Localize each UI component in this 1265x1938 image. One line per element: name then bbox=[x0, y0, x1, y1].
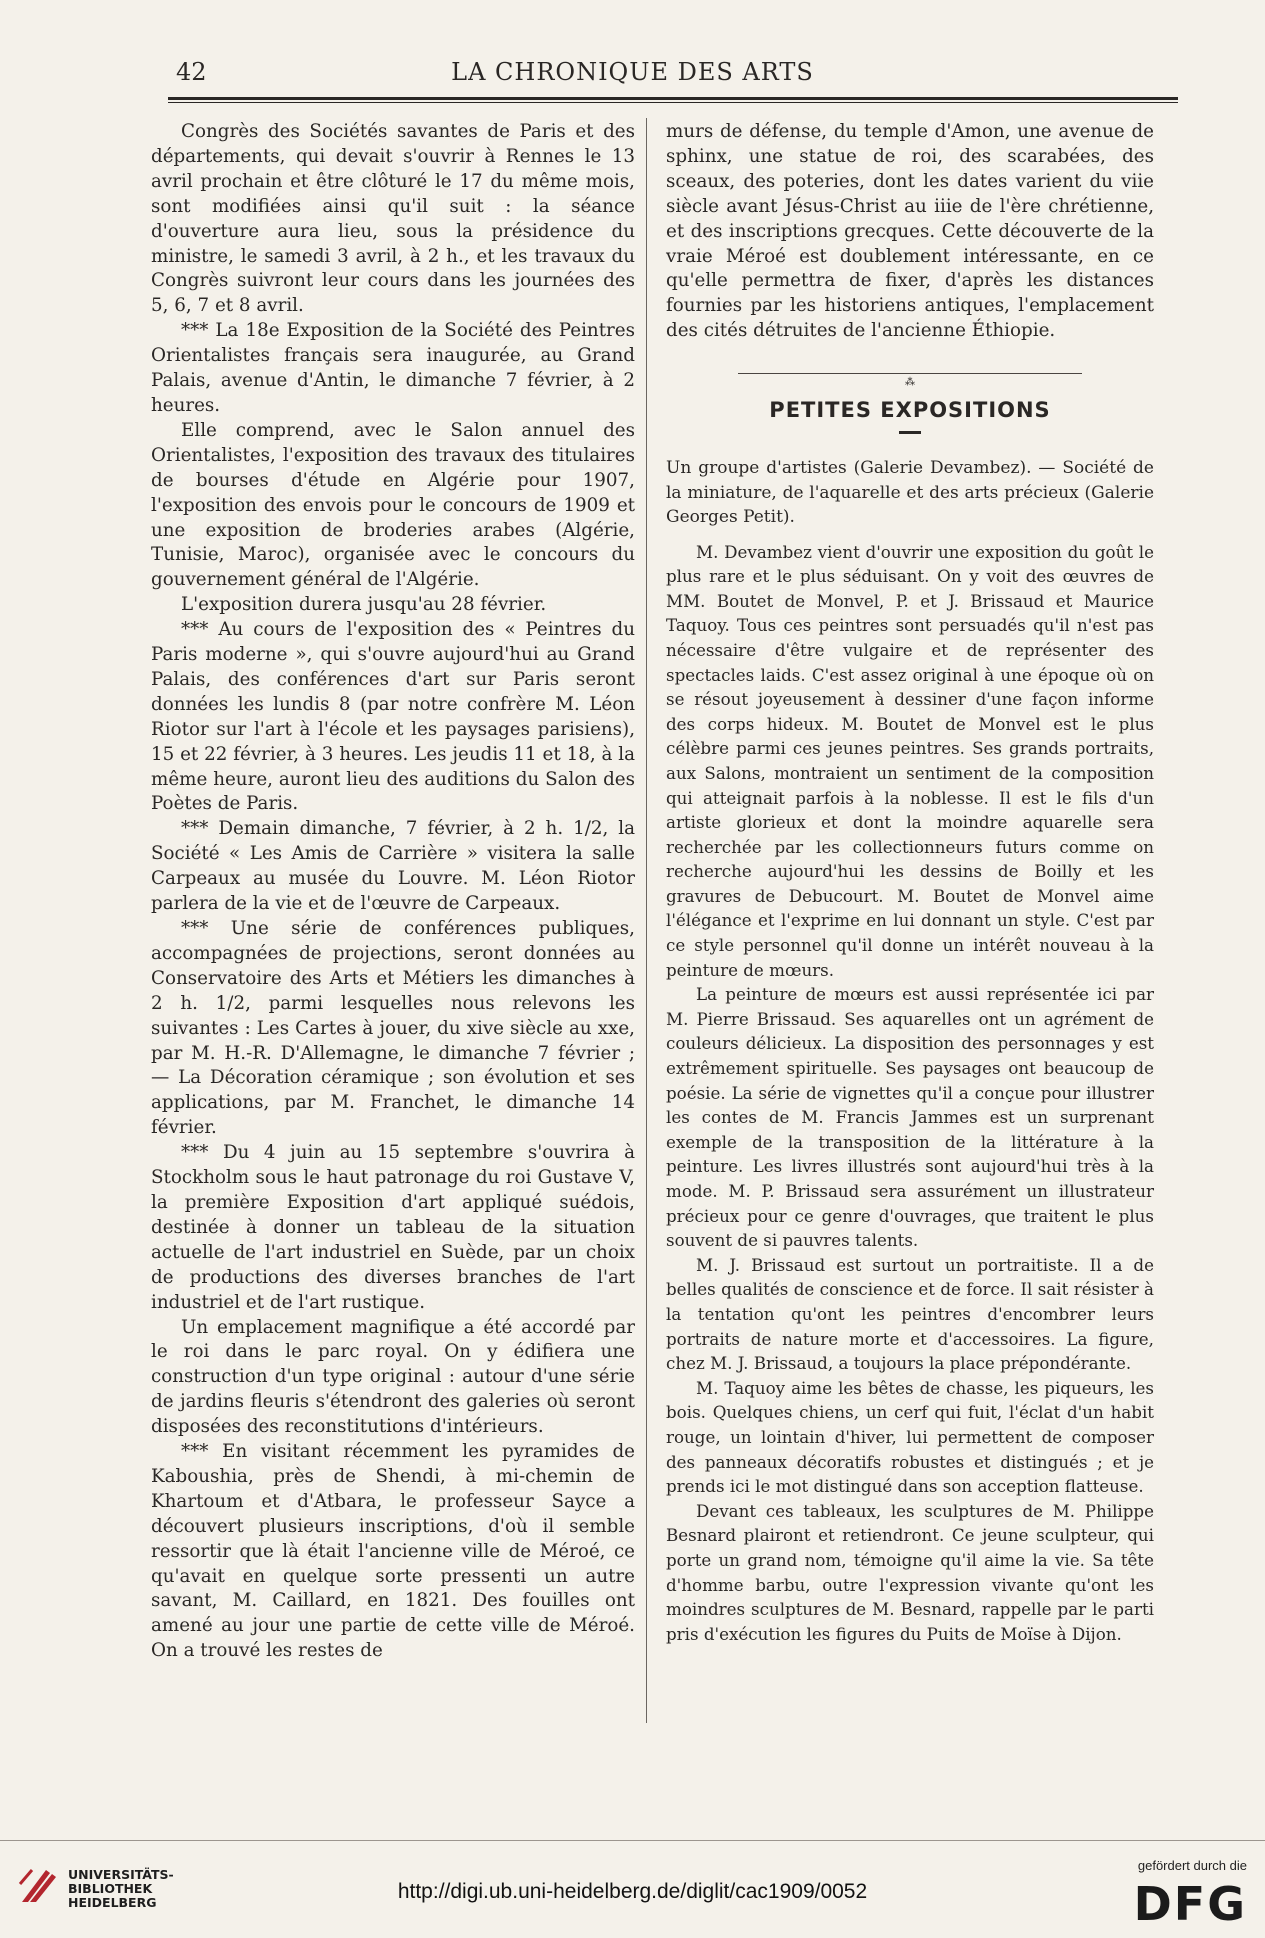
article-paragraph: Congrès des Sociétés savantes de Paris et des départements, qui devait s'ouvrir à Rennes le 13 avril prochain et être clôturé le 17 du même mois, sont modifiées ainsi qu'il suit : la séance d'ouverture aura lieu, sous la présidence du ministre, le samedi 3 avril, à 2 h., et les travaux du Congrès suivront leur cours dans les journées des 5, 6, 7 et 8 avril. bbox=[151, 121, 635, 317]
article-paragraph: M. Devambez vient d'ouvrir une exposition du goût le plus rare et le plus séduisant. On y voit des œuvres de MM. Boutet de Monvel, P. et J. Brissaud et Maurice Taquoy. Tous ces peintres sont persuadés qu'il n'est pas nécessaire d'être vulgaire et de représenter des spectacles laids. C'est assez original à une époque où on se résout joyeusement à dessiner d'une façon informe des corps hideux. M. Boutet de Monvel est le plus célèbre parmi ces jeunes peintres. Ses grands portraits, aux Salons, montraient un sentiment de la composition qui atteignait parfois à la noblesse. Il est le fils d'un artiste glorieux et dont la moindre aquarelle sera recherchée par les collectionneurs futurs comme on recherche aujourd'hui les dessins de Boilly et les gravures de Debucourt. M. Boutet de Monvel aime l'élégance et l'exprime en lui donnant un style. C'est par ce style personnel qu'il donne un intérêt nouveau à la peinture de mœurs. bbox=[666, 541, 1154, 980]
footer-bar bbox=[0, 1830, 1265, 1938]
article-paragraph: M. Taquoy aime les bêtes de chasse, les piqueurs, les bois. Quelques chiens, un cerf qui fuit, l'éclat d'un habit rouge, un lointain d'hiver, lui permettent de composer des panneaux décoratifs robustes et distingués ; et je prends ici le mot distingué dans son acception flatteuse. bbox=[666, 1377, 1154, 1497]
page-header bbox=[0, 56, 1265, 96]
article-paragraph: *** Au cours de l'exposition des « Peintres du Paris moderne », qui s'ouvre aujourd'hui au Grand Palais, des conférences d'art sur Paris seront données les lundis 8 (par notre confrère M. Léon Riotor sur l'art à l'école et les paysages parisiens), 15 et 22 février, à 3 heures. Les jeudis 11 et 18, à la même heure, auront lieu des auditions du Salon des Poètes de Paris. bbox=[151, 619, 635, 815]
section-intro: Un groupe d'artistes (Galerie Devambez). — Société de la miniature, de l'aquarelle et des arts précieux (Galerie Georges Petit). bbox=[666, 458, 1154, 528]
library-name-line: HEIDELBERG bbox=[68, 1895, 157, 1910]
section-body bbox=[666, 540, 1154, 1647]
article-paragraph: La peinture de mœurs est aussi représentée ici par M. Pierre Brissaud. Ses aquarelles ont un agrément de couleurs délicieux. La disposition des personnages y est extrêmement spirituelle. Ses paysages ont beaucoup de poésie. La série de vignettes qu'il a conçue pour illustrer les contes de M. Francis Jammes est un surprenant exemple de la transposition de la littérature à la peinture. Les livres illustrés sont aujourd'hui très à la mode. M. P. Brissaud sera assurément un illustrateur précieux pour ce genre d'ouvrages, que traitent le plus souvent de si pauvres talents. bbox=[666, 984, 1154, 1251]
article-paragraph: *** Demain dimanche, 7 février, à 2 h. 1/2, la Société « Les Amis de Carrière » visitera la salle Carpeaux au musée du Louvre. M. Léon Riotor parlera de la vie et de l'œuvre de Carpeaux. bbox=[151, 818, 635, 915]
header-rule bbox=[168, 97, 1178, 100]
column-divider bbox=[646, 118, 647, 1723]
header-rule-thin bbox=[168, 102, 1178, 103]
article-paragraph: *** La 18e Exposition de la Société des Peintres Orientalistes français sera inaugurée, au Grand Palais, avenue d'Antin, le dimanche 7 février, à 2 heures. bbox=[151, 320, 635, 416]
article-paragraph: *** Du 4 juin au 15 septembre s'ouvrira à Stockholm sous le haut patronage du roi Gustave V, la première Exposition d'art appliqué suédois, destinée à donner un tableau de la situation actuelle de l'art industriel en Suède, par un choix de productions des diverses branches de l'art industriel et de l'art rustique. bbox=[151, 1142, 635, 1313]
article-paragraph: Un emplacement magnifique a été accordé par le roi dans le parc royal. On y édifiera une construction d'un type original : autour d'une série de jardins fleuris s'étendront des galeries où seront disposées des reconstitutions d'intérieurs. bbox=[151, 1316, 635, 1438]
article-paragraph: murs de défense, du temple d'Amon, une avenue de sphinx, une statue de roi, des scarabées, des sceaux, des poteries, dont les dates varient du viie siècle avant Jésus-Christ au iiie de l'ère chrétienne, et des inscriptions grecques. Cette découverte de la vraie Méroé est doublement intéressante, en ce qu'elle permettra de fixer, d'après les distances fournies par les historiens antiques, l'emplacement des cités détruites de l'ancienne Éthiopie. bbox=[666, 121, 1154, 342]
section-ornament bbox=[666, 368, 1154, 389]
source-url-link[interactable]: http://digi.ub.uni-heidelberg.de/diglit/cac1909/0052 bbox=[397, 1880, 868, 1903]
article-paragraph: M. J. Brissaud est surtout un portraitiste. Il a de belles qualités de conscience et de force. Il sait résister à la tentation qu'ont les peintres d'encombrer leurs portraits de nature morte et d'accessoires. La figure, chez M. J. Brissaud, a toujours la place prépondérante. bbox=[666, 1254, 1154, 1374]
heading-dash bbox=[899, 431, 921, 434]
ornament-glyph: ⁂ bbox=[899, 377, 921, 388]
funded-by-label: gefördert durch die bbox=[1137, 1858, 1247, 1873]
left-column bbox=[151, 120, 635, 1664]
right-column bbox=[666, 120, 1154, 1646]
footer-rule bbox=[0, 1840, 1265, 1841]
article-paragraph: *** En visitant récemment les pyramides de Kaboushia, près de Shendi, à mi-chemin de Khartoum et d'Atbara, le professeur Sayce a découvert plusieurs inscriptions, d'où il semble ressortir que là était l'ancienne ville de Méroé, ce qu'avait en quelque sorte pressenti un autre savant, M. Caillard, en 1821. Des fouilles ont amené au jour une partie de cette ville de Méroé. On a trouvé les restes de bbox=[151, 1441, 635, 1662]
library-name-line: BIBLIOTHEK bbox=[68, 1881, 153, 1896]
article-paragraph: *** Une série de conférences publiques, accompagnées de projections, seront données au Conservatoire des Arts et Métiers les dimanches à 2 h. 1/2, parmi lesquelles nous relevons les suivantes : Les Cartes à jouer, du xive siècle au xxe, par M. H.-R. D'Allemagne, le dimanche 7 février ; — La Décoration céramique ; son évolution et ses applications, par M. Franchet, le dimanche 14 février. bbox=[151, 918, 635, 1139]
library-name-line: UNIVERSITÄTS- bbox=[68, 1867, 174, 1882]
article-paragraph: Devant ces tableaux, les sculptures de M. Philippe Besnard plairont et retiendront. Ce jeune sculpteur, qui porte un grand nom, témoigne qu'il aime la vie. Sa tête d'homme barbu, outre l'expression vivante qu'ont les moindres sculptures de M. Besnard, rappelle par le parti pris d'exécution les figures du Puits de Moïse à Dijon. bbox=[666, 1500, 1154, 1644]
page-number: 42 bbox=[176, 58, 207, 86]
article-paragraph: Elle comprend, avec le Salon annuel des Orientalistes, l'exposition des travaux des titulaires de bourses d'étude en Algérie pour 1907, l'exposition des envois pour le concours de 1909 et une exposition de broderies arabes (Algérie, Tunisie, Maroc), organisée avec le concours du gouvernement général de l'Algérie. bbox=[151, 419, 635, 591]
article-paragraph: L'exposition durera jusqu'au 28 février. bbox=[181, 594, 547, 616]
section-heading: PETITES EXPOSITIONS bbox=[769, 398, 1051, 423]
dfg-logo: DFG bbox=[1133, 1877, 1247, 1931]
running-title: LA CHRONIQUE DES ARTS bbox=[451, 58, 814, 86]
